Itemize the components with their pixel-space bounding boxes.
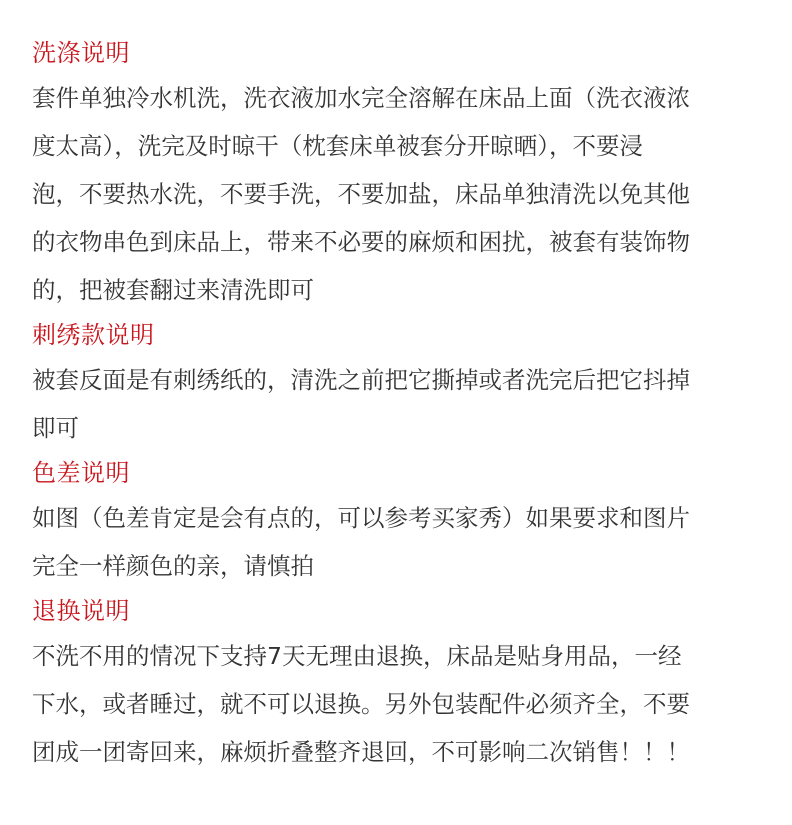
washing-section xyxy=(32,32,768,314)
text-line: 的，把被套翻过来清洗即可 xyxy=(32,276,314,304)
embroidery-text xyxy=(32,356,768,452)
text-line: 不洗不用的情况下支持7天无理由退换，床品是贴身用品，一经 xyxy=(32,642,682,670)
washing-title: 洗涤说明 xyxy=(32,39,130,67)
washing-text xyxy=(32,74,768,314)
text-line: 度太高），洗完及时晾干（枕套床单被套分开晾晒），不要浸 xyxy=(32,132,643,160)
text-line: 的衣物串色到床品上，带来不必要的麻烦和困扰，被套有装饰物 xyxy=(32,228,690,256)
return-title: 退换说明 xyxy=(32,597,130,625)
embroidery-title: 刺绣款说明 xyxy=(32,321,155,349)
text-line: 套件单独冷水机洗，洗衣液加水完全溶解在床品上面（洗衣液浓 xyxy=(32,84,690,112)
text-line: 泡，不要热水洗，不要手洗，不要加盐，床品单独清洗以免其他 xyxy=(32,180,690,208)
return-section xyxy=(32,590,768,776)
text-line: 如图（色差肯定是会有点的，可以参考买家秀）如果要求和图片 xyxy=(32,504,690,532)
color-difference-title: 色差说明 xyxy=(32,459,130,487)
text-line: 下水，或者睡过，就不可以退换。另外包装配件必须齐全，不要 xyxy=(32,690,690,718)
text-line: 被套反面是有刺绣纸的，清洗之前把它撕掉或者洗完后把它抖掉 xyxy=(32,366,690,394)
color-difference-text xyxy=(32,494,768,590)
text-line: 团成一团寄回来，麻烦折叠整齐退回，不可影响二次销售！！！ xyxy=(32,738,690,766)
embroidery-section xyxy=(32,314,768,452)
return-text xyxy=(32,632,768,776)
text-line: 即可 xyxy=(32,414,79,442)
text-line: 完全一样颜色的亲，请慎拍 xyxy=(32,552,314,580)
color-difference-section xyxy=(32,452,768,590)
